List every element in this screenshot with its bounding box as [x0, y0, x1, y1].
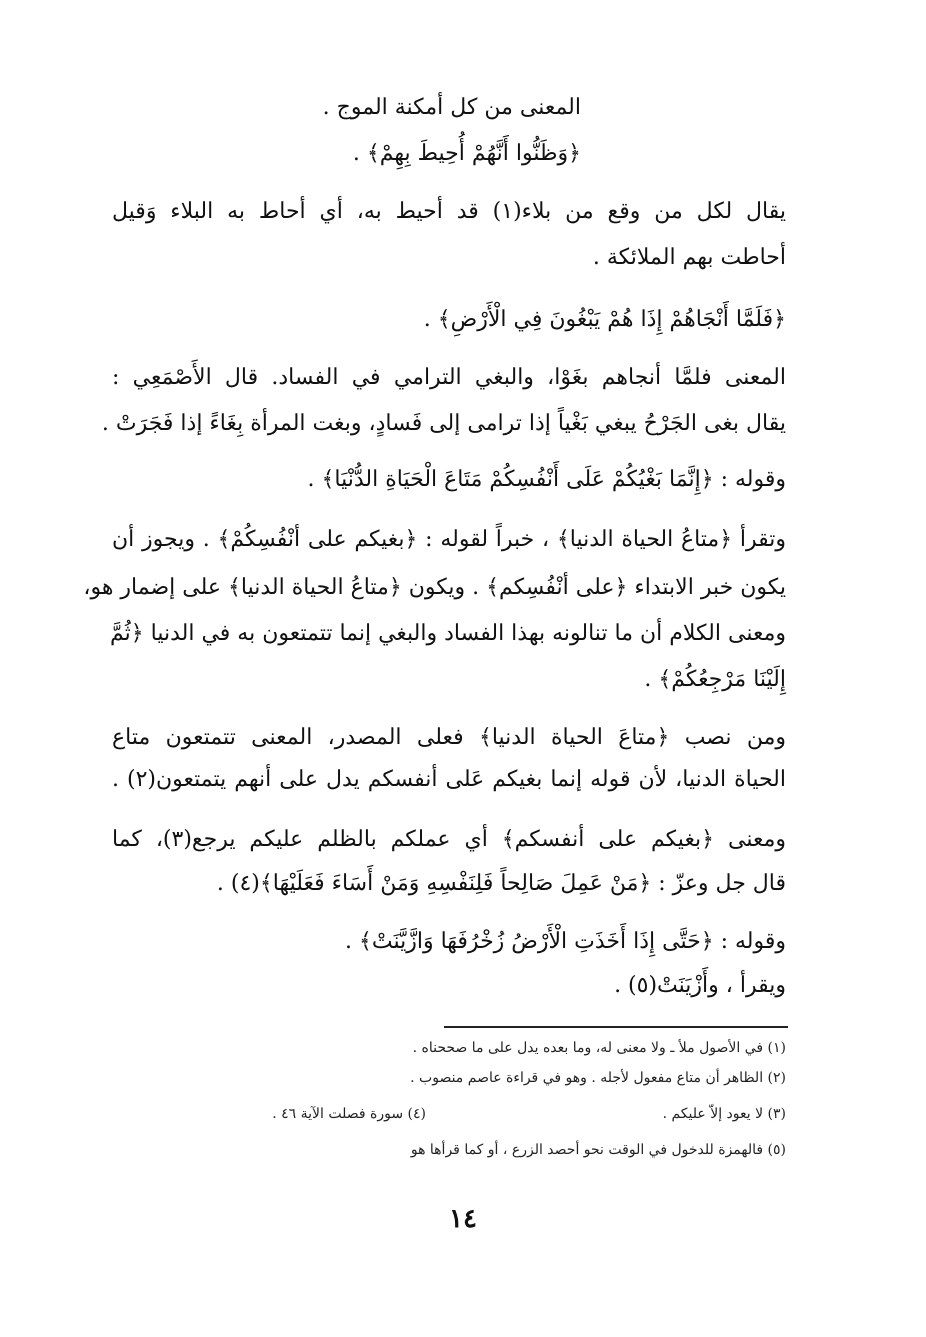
text-line: المعنى فلمَّا أنجاهم بغَوْا، والبغي الترامي في الفساد. قال الأَصْمَعِي : [112, 365, 786, 390]
page-number: ١٤ [449, 1204, 477, 1234]
text-line: ويقرأ ، وأَزْيَنَتْ(٥) . [614, 973, 786, 998]
text-line: أحاطت بهم الملائكة . [592, 245, 786, 270]
text-line: قال جل وعزّ : ﴿مَنْ عَمِلَ صَالِحاً فَلِنَفْسِهِ وَمَنْ أَسَاءَ فَعَلَيْهَا﴾(٤) . [216, 871, 786, 896]
footnote-2: (٢) الظاهر أن متاع مفعول لأجله . وهو في قراءة عاصم منصوب . [410, 1070, 786, 1086]
quran-verse: وقوله : ﴿إِنَّمَا بَغْيُكُمْ عَلَى أَنْفُسِكُمْ مَتَاعَ الْحَيَاةِ الدُّنْيَا﴾ . [307, 467, 786, 492]
text-line: الحياة الدنيا، لأن قوله إنما بغيكم عَلى أنفسكم يدل على أنهم يتمتعون(٢) . [112, 767, 786, 792]
text-line: يقال لكل من وقع من بلاء(١) قد أحيط به، أي أحاط به البلاء وَقيل [112, 199, 786, 224]
footnote-5: (٥) فالهمزة للدخول في الوقت نحو أحصد الزرع ، أو كما قرأها هو [410, 1142, 786, 1158]
footnote-separator [444, 1026, 788, 1028]
footnote-1: (١) في الأصول ملأ ـ ولا معنى له، وما بعده يدل على ما صححناه . [412, 1040, 786, 1056]
text-line: ومعنى ﴿بغيكم على أنفسكم﴾ أي عملكم بالظلم عليكم يرجع(٣)، كما [112, 827, 786, 852]
text-line: يقال بغى الجَرْحُ يبغي بَغْياً إذا ترامى إلى فَسادٍ، وبغت المرأة بِغَاءً إذا فَجَرَتْ . [101, 411, 786, 436]
text-line: وتقرأ ﴿متاعُ الحياة الدنيا﴾ ، خبراً لقوله : ﴿بغيكم على أنْفُسِكُمْ﴾ . ويجوز أن [112, 527, 786, 552]
quran-verse: ﴿فَلَمَّا أَنْجَاهُمْ إِذَا هُمْ يَبْغُونَ فِي الْأَرْضِ﴾ . [423, 307, 786, 332]
footnote-4: (٤) سورة فصلت الآية ٤٦ . [272, 1106, 426, 1122]
text-line: ومعنى الكلام أن ما تنالونه بهذا الفساد والبغي إنما تتمتعون به في الدنيا ﴿ثُمَّ [109, 621, 786, 646]
text-line: يكون خبر الابتداء ﴿على أنْفُسِكم﴾ . ويكون ﴿متاعُ الحياة الدنيا﴾ على إضمار هو، [83, 575, 786, 600]
text-line: المعنى من كل أمكنة الموج . [322, 95, 581, 120]
quran-verse: ﴿وَظَنُّوا أَنَّهُمْ أُحِيطَ بِهِمْ﴾ . [352, 141, 581, 166]
text-line: ومن نصب ﴿متاعَ الحياة الدنيا﴾ فعلى المصدر، المعنى تتمتعون متاع [112, 725, 786, 750]
footnote-3: (٣) لا يعود إلاّ عليكم . [662, 1106, 786, 1122]
text-line: إِلَيْنَا مَرْجِعُكُمْ﴾ . [644, 667, 786, 692]
quran-verse: وقوله : ﴿حَتَّى إِذَا أَخَذَتِ الْأَرْضُ زُخْرُفَهَا وَازَّيَّنَتْ﴾ . [344, 929, 786, 954]
